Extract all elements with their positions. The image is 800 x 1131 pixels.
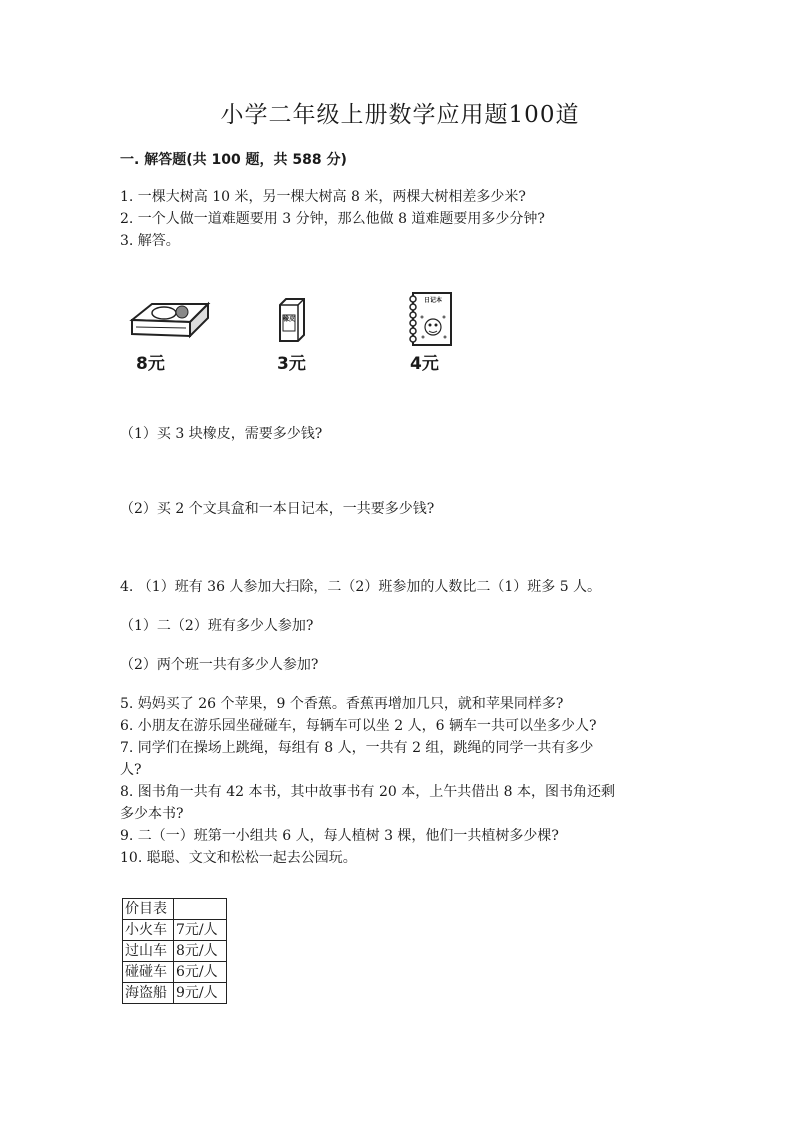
question-4-part-1: （1）二（2）班有多少人参加? — [120, 618, 314, 634]
question-3-part-2: （2）买 2 个文具盒和一本日记本，一共要多少钱? — [120, 501, 435, 517]
pencil-case-price: 8元 — [136, 354, 165, 374]
question-8-line-1: 8. 图书角一共有 42 本书，其中故事书有 20 本，上午共借出 8 本，图书角还剩 — [120, 784, 616, 800]
ride-price: 6元/人 — [174, 962, 227, 983]
pencil-case-image — [128, 298, 212, 342]
eraser-image — [276, 297, 308, 343]
notebook-price: 4元 — [410, 354, 439, 374]
question-1: 1. 一棵大树高 10 米，另一棵大树高 8 米，两棵大树相差多少米? — [120, 189, 526, 205]
ride-name: 过山车 — [123, 941, 174, 962]
question-4: 4. （1）班有 36 人参加大扫除，二（2）班参加的人数比二（1）班多 5 人。 — [120, 579, 602, 595]
notebook-drawn-label: 日记本 — [423, 297, 442, 304]
ride-price: 8元/人 — [174, 941, 227, 962]
question-3-part-1: （1）买 3 块橡皮，需要多少钱? — [120, 426, 323, 442]
price-table-header-empty — [174, 899, 227, 920]
question-2: 2. 一个人做一道难题要用 3 分钟，那么他做 8 道难题要用多少分钟? — [120, 211, 545, 227]
question-7-line-1: 7. 同学们在操场上跳绳，每组有 8 人，一共有 2 组，跳绳的同学一共有多少 — [120, 740, 594, 756]
question-8-line-2: 多少本书? — [120, 806, 184, 822]
price-table — [122, 898, 227, 1004]
pencil-case-icon — [128, 298, 212, 342]
ride-name: 碰碰车 — [123, 962, 174, 983]
question-7-line-2: 人? — [120, 762, 142, 778]
section-heading: 一. 解答题(共 100 题，共 588 分) — [120, 152, 347, 168]
price-table-header: 价目表 — [123, 899, 174, 920]
question-9: 9. 二（一）班第一小组共 6 人，每人植树 3 棵，他们一共植树多少棵? — [120, 828, 559, 844]
notebook-image — [405, 291, 453, 347]
question-5: 5. 妈妈买了 26 个苹果，9 个香蕉。香蕉再增加几只，就和苹果同样多? — [120, 696, 564, 712]
table-row — [123, 962, 227, 983]
question-6: 6. 小朋友在游乐园坐碰碰车，每辆车可以坐 2 人，6 辆车一共可以坐多少人? — [120, 718, 597, 734]
table-row — [123, 983, 227, 1004]
question-4-part-2: （2）两个班一共有多少人参加? — [120, 657, 319, 673]
page-title: 小学二年级上册数学应用题100道 — [220, 102, 580, 128]
ride-price: 7元/人 — [174, 920, 227, 941]
price-table-header-row — [123, 899, 227, 920]
question-10: 10. 聪聪、文文和松松一起去公园玩。 — [120, 850, 357, 866]
question-3: 3. 解答。 — [120, 233, 180, 249]
table-row — [123, 941, 227, 962]
ride-price: 9元/人 — [174, 983, 227, 1004]
eraser-price: 3元 — [277, 354, 306, 374]
eraser-drawn-label: 橡皮 — [283, 316, 296, 323]
ride-name: 小火车 — [123, 920, 174, 941]
table-row — [123, 920, 227, 941]
ride-name: 海盗船 — [123, 983, 174, 1004]
